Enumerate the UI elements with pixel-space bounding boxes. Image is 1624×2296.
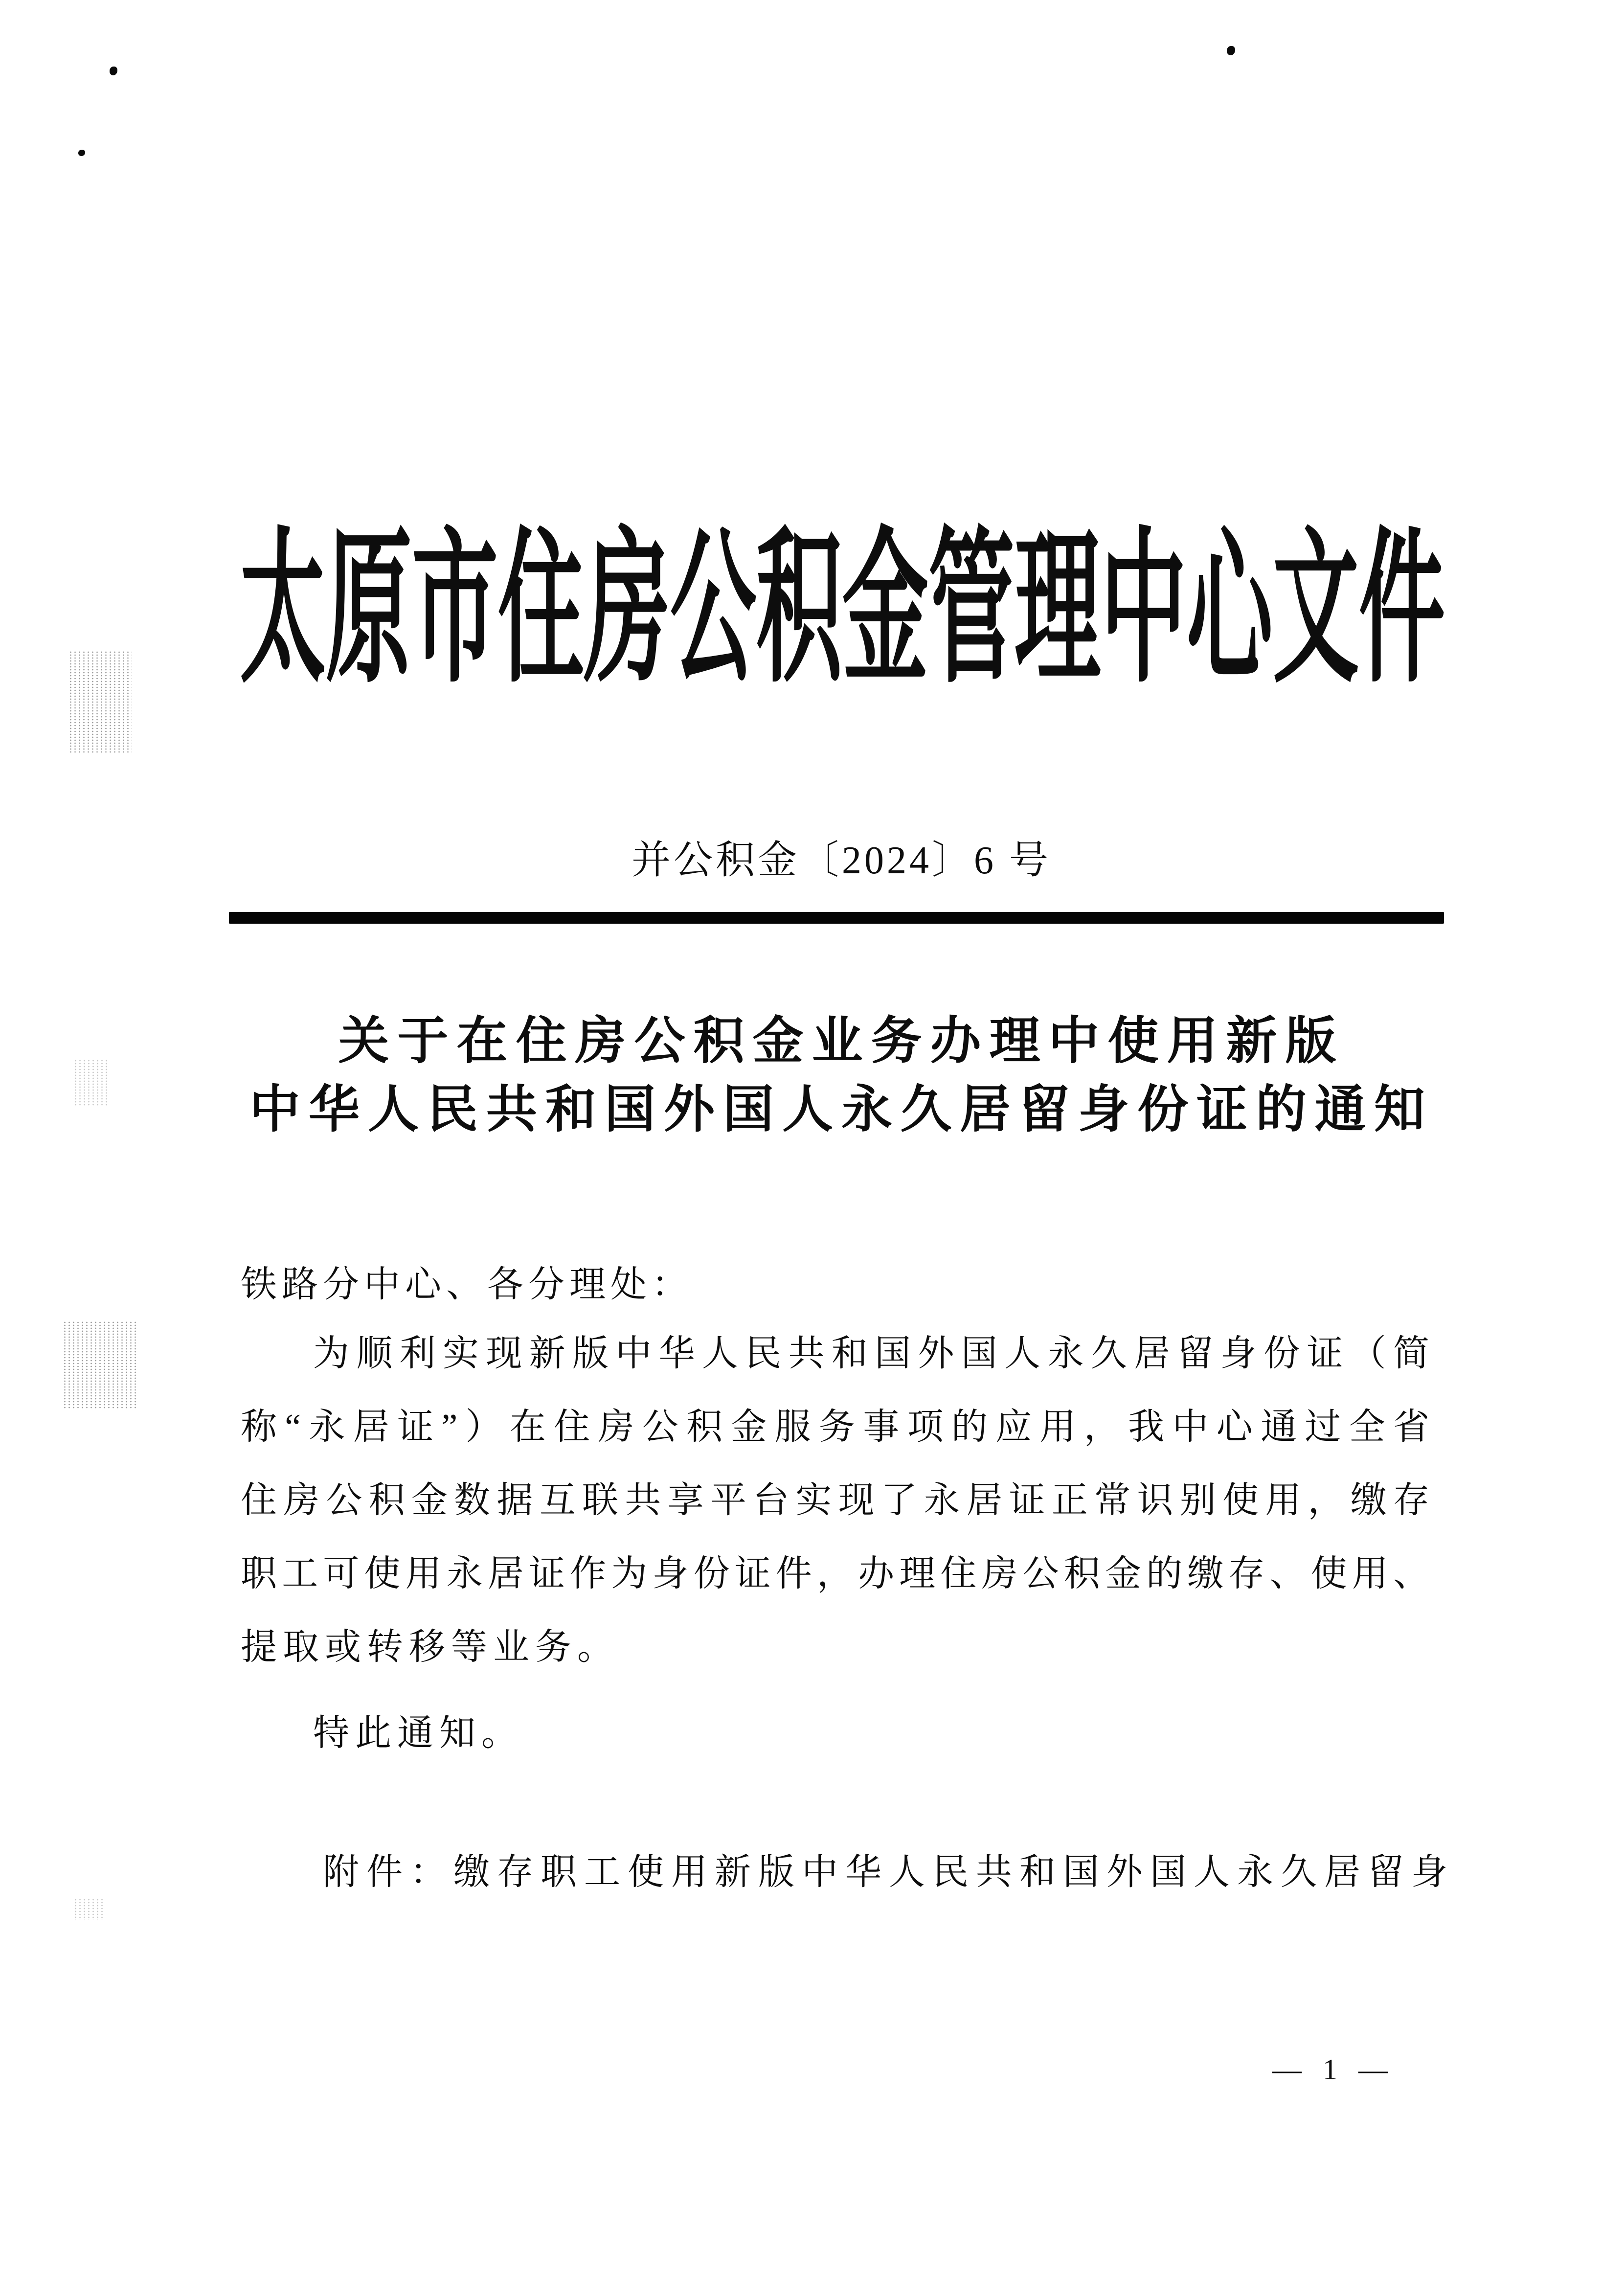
letterhead-rule (229, 912, 1444, 924)
body-paragraph (241, 1317, 1429, 1684)
agency-letterhead-title: 太原市住房公积金管理中心文件 (240, 519, 1445, 703)
body-line: 称“永居证”）在住房公积金服务事项的应用，我中心通过全省 (241, 1407, 1429, 1447)
closing-remark: 特此通知。 (313, 1713, 523, 1753)
body-line: 职工可使用永居证作为身份证件，办理住房公积金的缴存、使用、 (241, 1554, 1429, 1594)
body-line: 提取或转移等业务。 (241, 1627, 619, 1667)
salutation: 铁路分中心、各分理处： (241, 1265, 693, 1305)
page-number: — 1 — (1272, 2053, 1395, 2086)
notice-title (215, 1007, 1467, 1144)
scan-noise-patch (73, 1059, 110, 1106)
scan-noise-patch (73, 1898, 105, 1920)
scan-noise-patch (68, 651, 132, 753)
ink-speck (1227, 46, 1235, 55)
notice-title-line1: 关于在住房公积金业务办理中使用新版 (338, 1013, 1345, 1069)
ink-speck (78, 150, 85, 156)
document-number: 并公积金〔2024〕6 号 (632, 839, 1051, 882)
ink-speck (110, 67, 117, 75)
body-line: 住房公积金数据互联共享平台实现了永居证正常识别使用，缴存 (241, 1480, 1429, 1521)
body-line: 为顺利实现新版中华人民共和国外国人永久居留身份证（简 (313, 1334, 1429, 1374)
attachment-reference: 附件：缴存职工使用新版中华人民共和国外国人永久居留身 (323, 1852, 1455, 1892)
scan-noise-patch (63, 1321, 136, 1409)
notice-title-line2: 中华人民共和国外国人永久居留身份证的通知 (249, 1081, 1433, 1138)
